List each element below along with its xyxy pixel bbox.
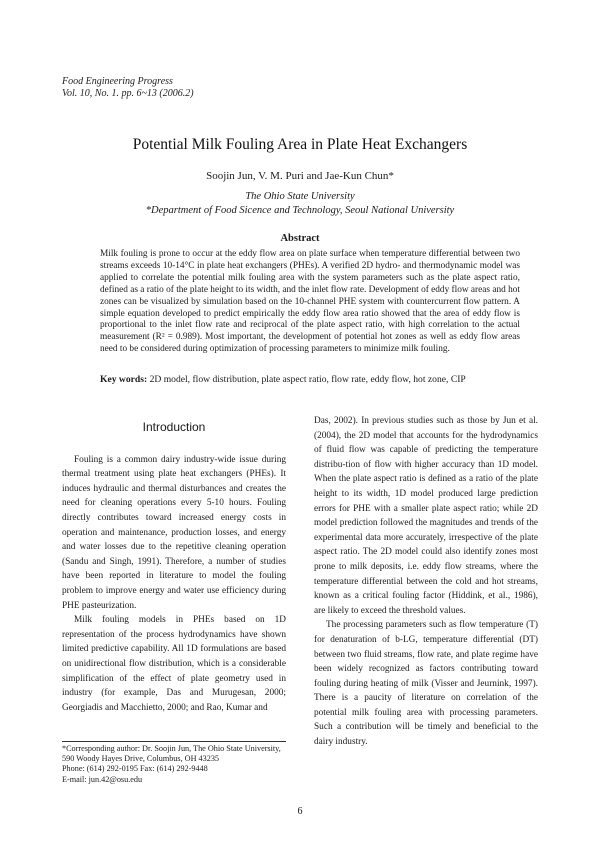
corresponding-author-footnote bbox=[62, 744, 292, 785]
body-paragraph: Milk fouling models in PHEs based on 1D representation of the process hydrodynamics have shown limited predictive capability. All 1D formulations are based on unidirectional flow distribution, which is a considerable simplification of the effect of plate geometry used in industry (for example, Das and Murugesan, 2000; Georgiadis and Macchietto, 2000; and Rao, Kumar and bbox=[62, 615, 286, 713]
journal-name: Food Engineering Progress bbox=[62, 76, 173, 87]
body-paragraph: Fouling is a common dairy industry-wide issue during thermal treatment using plate heat exchangers (PHEs). It induces hydraulic and thermal disturbances and creates the need for cleaning operations every 5-10 hours. Fouling directly contributes toward increased energy costs in operation and maintenance, production losses, and energy and water losses due to the repetitive cleaning operation (Sandu and Singh, 1991). Therefore, a number of studies have been reported in literature to model the fouling problem to improve energy and water use efficiency during PHE pasteurization. bbox=[62, 454, 286, 611]
keywords-label: Key words: bbox=[100, 374, 148, 385]
right-column bbox=[314, 414, 538, 750]
footnote-divider bbox=[62, 741, 286, 742]
footnote-line: Phone: (614) 292-0195 Fax: (614) 292-9448 bbox=[62, 764, 208, 774]
keywords bbox=[100, 374, 520, 385]
affiliations bbox=[0, 190, 600, 218]
journal-header bbox=[62, 76, 194, 100]
keywords-text: 2D model, flow distribution, plate aspect ratio, flow rate, eddy flow, hot zone, CIP bbox=[149, 374, 466, 385]
page-number: 6 bbox=[297, 806, 303, 817]
affiliation-1: The Ohio State University bbox=[245, 191, 355, 202]
affiliation-2: *Department of Food Sicence and Technology, Seoul National University bbox=[145, 205, 455, 216]
body-paragraph: Das, 2002). In previous studies such as those by Jun et al. (2004), the 2D model that accounts for the hydrodynamics of fluid flow was capable of predicting the temperature distribu-tion of flow with higher accuracy than 1D model. When the plate aspect ratio is defined as a ratio of the plate height to its width, 1D model produced large prediction errors for PHE with a smaller plate aspect ratio; while 2D model prediction followed the magnitudes and trends of the experimental data more accurately, irrespective of the plate aspect ratio. The 2D model could also identify zones most prone to milk deposits, i.e. eddy flow streams, where the temperature differential between the cold and hot streams, known as a critical fouling factor (Hiddink, et al., 1986), are likely to exceed the threshold values. bbox=[314, 416, 538, 616]
body-paragraph: The processing parameters such as flow temperature (T) for denaturation of b-LG, temperature differential (DT) between two fluid streams, flow rate, and plate regime have been widely recognized as factors contributing toward fouling during heating of milk (Visser and Jeurnink, 1997). There is a paucity of literature on correlation of the potential milk fouling area with processing parameters. Such a contribution will be timely and beneficial to the dairy industry. bbox=[314, 620, 538, 748]
footnote-line: *Corresponding author: Dr. Soojin Jun, The Ohio State University, 590 Woody Hayes Drive, Columbus, OH 43235 bbox=[62, 744, 281, 764]
abstract-heading: Abstract bbox=[280, 233, 320, 244]
journal-citation: Vol. 10, No. 1. pp. 6~13 (2006.2) bbox=[62, 88, 194, 99]
footnote-line: E-mail: jun.42@osu.edu bbox=[62, 774, 143, 784]
section-heading-introduction: Introduction bbox=[142, 420, 206, 434]
author-list: Soojin Jun, V. M. Puri and Jae-Kun Chun* bbox=[206, 170, 394, 182]
abstract-text: Milk fouling is prone to occur at the eddy flow area on plate surface when temperature differential between two streams exceeds 10-14°C in plate heat exchangers (PHEs). A verified 2D hydro- and thermodynamic model was applied to correlate the potential milk fouling area with the system parameters such as the plate aspect ratio, defined as a ratio of the plate height to its width, and the inlet flow rate. Development of eddy flow areas and hot zones can be visualized by simulation based on the 10-channel PHE system with countercurrent flow pattern. A simple equation developed to predict empirically the eddy flow area ratio showed that the area of eddy flow is proportional to the inlet flow rate and reciprocal of the plate aspect ratio, with high correlation to the actual measurement (R² = 0.989). Most important, the development of potential hot zones as well as eddy flow areas need to be considered during optimization of processing parameters to minimize milk fouling. bbox=[100, 249, 520, 355]
paper-title: Potential Milk Fouling Area in Plate Heat Exchangers bbox=[132, 136, 468, 153]
left-column bbox=[62, 420, 286, 715]
